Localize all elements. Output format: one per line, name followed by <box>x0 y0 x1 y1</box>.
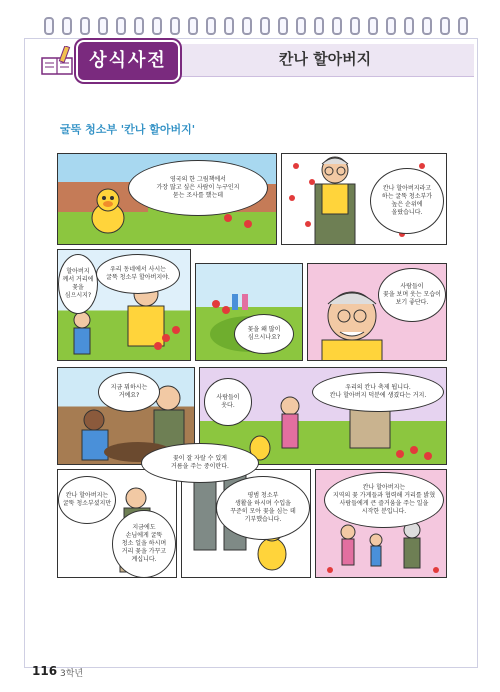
speech-bubble: 칸나 할아버지는 지역의 꽃 가게들과 협력해 거리를 밝혔 사람들에게 큰 즐거움을 주는 일을 시작한 분입니다. <box>324 472 444 528</box>
speech-bubble: 칸나 할아버지는 굴뚝 청소부셨지만 <box>58 476 116 524</box>
panel-10 <box>315 469 447 578</box>
panel-5 <box>307 263 447 361</box>
panel-3 <box>57 249 191 361</box>
speech-bubble: 우리의 칸나 축제 됩니다. 칸나 할아버지 덕분에 생겼다는 거지. <box>312 372 444 412</box>
speech-bubble: 우리 동네에서 사시는 굴뚝 청소부 할아버지야. <box>96 254 180 294</box>
speech-bubble: 할아버지 께서 거리에 꽃을 심으시지? <box>58 254 98 314</box>
speech-bubble: 평범 청소부 생활을 하시며 수입을 꾸준히 모아 꽃을 심는 데 기부했습니다. <box>216 476 310 540</box>
page-title: 칸나 할아버지 <box>278 50 372 68</box>
panel-9 <box>181 469 311 578</box>
duck-icon <box>88 186 128 236</box>
speech-bubble: 사람들이 꽃을 보며 웃는 모습이 보기 좋단다. <box>378 268 446 322</box>
panel-8 <box>57 469 177 578</box>
comic-strip <box>57 153 447 578</box>
speech-bubble: 영국의 한 그림책에서 가장 많고 싶은 사람이 누구인지 묻는 조사를 했는데 <box>128 160 268 216</box>
speech-bubble: 칸나 할아버지라고 하는 굴뚝 청소부가 높은 순위에 올랐습니다. <box>370 168 444 234</box>
comic-subtitle: 굴뚝 청소부 '칸나 할아버지' <box>60 123 196 136</box>
grandfather-chimney-sweep <box>300 154 370 245</box>
speech-bubble: 지금 뭐하시는 거예요? <box>98 372 160 412</box>
grade-label: 3학년 <box>60 669 84 679</box>
section-badge <box>76 40 180 82</box>
panel-2 <box>281 153 447 245</box>
page-number: 116 <box>32 664 58 678</box>
book-pencil-icon <box>38 46 78 78</box>
notebook-spiral <box>44 17 476 37</box>
section-badge-label: 상식사전 <box>89 50 167 71</box>
panel-1 <box>57 153 277 245</box>
speech-bubble: 꽃을 왜 많이 심으시나요? <box>234 314 294 354</box>
speech-bubble: 사람들이 웃다. <box>204 378 252 426</box>
speech-bubble: 지금에도 손님에게 굴뚝 청소 일을 하시며 거리 꽃을 가꾸고 계십니다. <box>112 510 176 578</box>
panel-4 <box>195 263 303 361</box>
speech-bubble: 꽃이 잘 자랄 수 있게 거름을 주는 중이란다. <box>141 443 259 483</box>
